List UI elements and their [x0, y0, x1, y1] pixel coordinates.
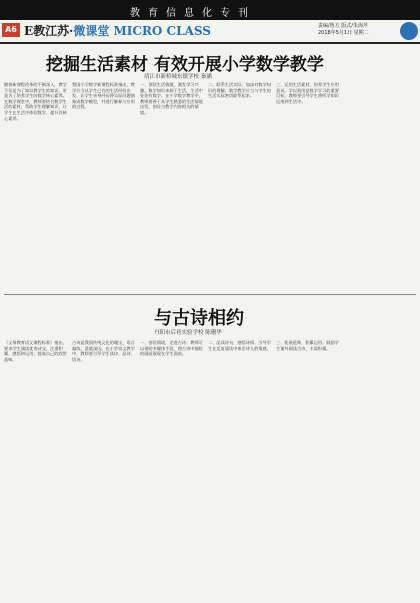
article-column: 我国小学数学新课程标准指出，教学应当从学生已有的生活经验出发，让学生亲身经历将实际问题抽象成数学模型，并进行解释与应用的过程。 — [72, 82, 135, 110]
article-byline: 靖江市新桥城东镇学校 秦涵 — [144, 74, 212, 80]
article-byline: 丹阳市后巷实验学校 陈珊华 — [154, 330, 222, 336]
issue-info: 责编/鲁方 版式/朱海芹 2018年5月1日 星期二 — [318, 23, 369, 36]
article-headline: 与古诗相约 — [154, 308, 244, 329]
article-poetry — [4, 300, 416, 600]
article-column: 随着新课程改革的不断深入，教学不仅是为了知识教学生的知识，更是为了培养学生的数学核心素养。在数学课堂中，教师要结合数学生活的素材，帮助学生理解知识，让学生在生活中体验数学，提升其核心素养。 — [4, 82, 67, 121]
article-column: 一、创设生活情境，激发学习兴趣。数学知识来源于生活，生活中处处有数学。在小学数学教学中，教师要善于从学生熟悉的生活情境出发，创设与教学内容相关的情境。 — [140, 82, 203, 115]
article-math — [4, 46, 416, 292]
article-divider — [4, 294, 416, 295]
article-column: 三、运用生活素材，培养学生应用意识。学以致用是数学学习的重要目标，教师要引导学生将所学知识运用到生活中。 — [276, 82, 339, 104]
top-banner — [0, 0, 420, 20]
article-column: 二、联系生活实际，加深对数学知识的理解。数学教学应当与学生的生活实际密切联系起来。 — [208, 82, 271, 99]
article-column: 古诗是我国传统文化的瑰宝，语言凝练，意境深远。在小学语文教学中，教师要引导学生读诗、品诗、悟诗。 — [72, 340, 135, 362]
banner-label: 教育信息化专刊 — [130, 8, 256, 19]
page-number-tag: A6 — [2, 23, 20, 37]
article-headline: 挖掘生活素材 有效开展小学数学教学 — [46, 55, 324, 75]
section-subname: 微课堂 MICRO CLASS — [73, 24, 211, 38]
article-column: 一、创设情境，走进古诗。教师可以借助多媒体手段，将古诗中描绘的画面展现在学生面前。 — [140, 340, 203, 357]
page-header — [0, 20, 420, 44]
article-column: 三、拓展延伸，积累运用。鼓励学生课外阅读古诗，丰富积累。 — [276, 340, 339, 351]
article-column: 二、品读诗句，感悟诗情。引导学生在反复诵读中体会诗人的情感。 — [208, 340, 271, 351]
section-name: E教江苏· — [24, 24, 74, 38]
article-column: 《义务教育语文课程标准》指出，要求学生诵读优秀诗文，注重积累、感悟和运用，提高自己的欣赏品味。 — [4, 340, 67, 362]
edu-logo-icon — [400, 22, 418, 40]
section-title — [24, 22, 211, 39]
